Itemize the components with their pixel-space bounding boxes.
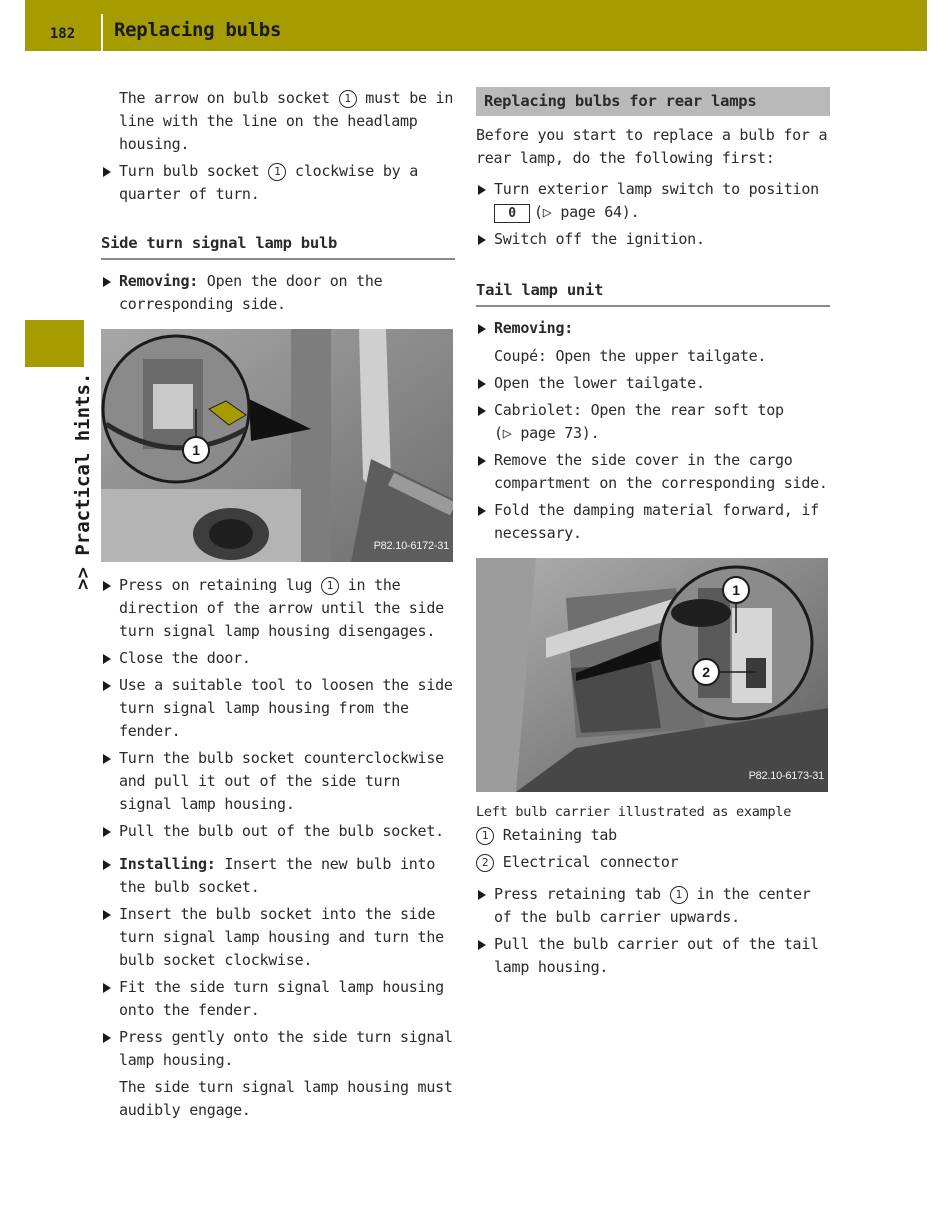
page-header [25, 0, 927, 51]
step-use-tool: Use a suitable tool to loosen the side turn signal lamp housing from the fender. [101, 674, 455, 743]
legend-item-connector: 2 Electrical connector [476, 851, 830, 874]
step-side-cover: Remove the side cover in the cargo compartment on the corresponding side. [476, 449, 830, 495]
figure-callout-1: 1 [192, 442, 200, 458]
callout-number: 1 [268, 163, 286, 181]
step-press-lug: Press on retaining lug 1 in the direction of the arrow until the side turn signal lamp housing disengages. [101, 574, 455, 643]
header-divider [101, 14, 103, 51]
figure-callout-1: 1 [732, 582, 740, 598]
figure-callout-2: 2 [702, 664, 710, 680]
step-removing: Removing: Open the door on the corresponding side. [101, 270, 455, 316]
step-cabriolet: Cabriolet: Open the rear soft top (▷ page 73). [476, 399, 830, 445]
section-heading-tail-lamp: Tail lamp unit [476, 279, 830, 307]
left-column [101, 87, 455, 1122]
step-insert-socket: Insert the bulb socket into the side turn signal lamp housing and turn the bulb socket clockwise. [101, 903, 455, 972]
legend-number: 2 [476, 854, 494, 872]
note-engage: The side turn signal lamp housing must audibly engage. [119, 1078, 453, 1119]
switch-position-key: 0 [494, 204, 530, 223]
intro-paragraph: The arrow on bulb socket 1 must be in line with the line on the headlamp housing. [119, 89, 454, 153]
step-press-gently: Press gently onto the side turn signal lamp housing. [101, 1026, 455, 1072]
step-fit-housing: Fit the side turn signal lamp housing onto the fender. [101, 976, 455, 1022]
legend-number: 1 [476, 827, 494, 845]
section-heading-rear-lamps: Replacing bulbs for rear lamps [476, 87, 830, 116]
step-turn-quarter: Turn bulb socket 1 clockwise by a quarter of turn. [101, 160, 455, 206]
step-turn-socket: Turn the bulb socket counterclockwise and pull it out of the side turn signal lamp housing. [101, 747, 455, 816]
step-pull-bulb: Pull the bulb out of the bulb socket. [101, 820, 455, 843]
figure-tail-lamp [476, 558, 828, 792]
chapter-tab-marker [25, 320, 84, 367]
page-number: 182 [49, 26, 76, 42]
step-close-door: Close the door. [101, 647, 455, 670]
tail-lamp-illustration [476, 558, 828, 792]
figure-code: P82.10-6173-31 [748, 770, 824, 782]
side-turn-illustration [101, 329, 453, 562]
callout-number: 1 [321, 577, 339, 595]
chapter-tab-label: >> Practical hints. [72, 372, 94, 590]
figure-code: P82.10-6172-31 [373, 540, 449, 552]
callout-number: 1 [670, 886, 688, 904]
right-column [476, 87, 830, 979]
section-heading-side-turn: Side turn signal lamp bulb [101, 232, 455, 260]
callout-number: 1 [339, 90, 357, 108]
step-lamp-switch: Turn exterior lamp switch to position 0 (▷ page 64). [476, 178, 830, 224]
step-lower-tailgate: Open the lower tailgate. [476, 372, 830, 395]
rear-intro: Before you start to replace a bulb for a rear lamp, do the following first: [476, 126, 828, 167]
step-press-tab: Press retaining tab 1 in the center of the bulb carrier upwards. [476, 883, 830, 929]
step-coupe: Coupé: Open the upper tailgate. [494, 347, 767, 365]
step-pull-carrier: Pull the bulb carrier out of the tail lamp housing. [476, 933, 830, 979]
step-installing: Installing: Insert the new bulb into the bulb socket. [101, 853, 455, 899]
figure-caption: Left bulb carrier illustrated as example [476, 804, 792, 820]
step-ignition: Switch off the ignition. [476, 228, 830, 251]
legend-item-retaining-tab: 1 Retaining tab [476, 824, 830, 847]
page-title: Replacing bulbs [114, 19, 282, 41]
step-removing-rear: Removing: [476, 317, 830, 340]
figure-side-turn-signal [101, 329, 453, 562]
step-fold-damping: Fold the damping material forward, if necessary. [476, 499, 830, 545]
